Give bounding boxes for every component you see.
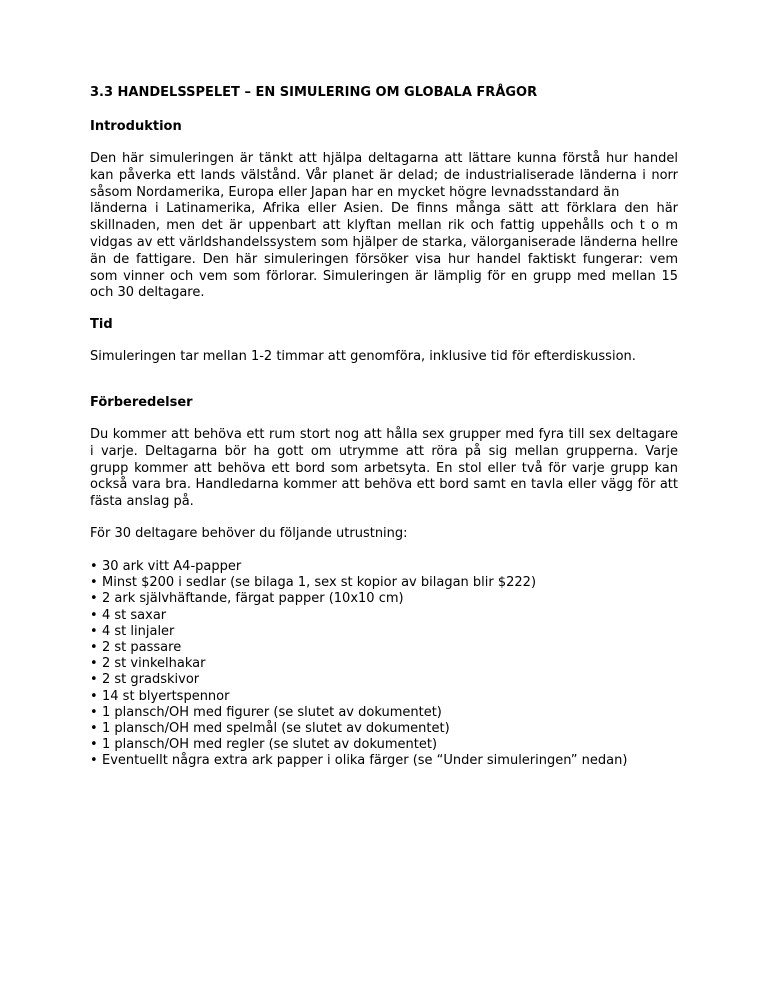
equipment-list-item bbox=[90, 575, 627, 591]
intro-line: än de fattigare. Den här simuleringen försöker visa hur handel faktiskt fungerar: vem bbox=[90, 251, 678, 267]
intro-line: länderna i Latinamerika, Afrika eller Asien. De finns många sätt att förklara den här bbox=[90, 201, 678, 217]
prep-line: fästa anslag på. bbox=[90, 494, 194, 510]
equipment-list-item bbox=[90, 624, 627, 640]
equipment-list-item bbox=[90, 608, 627, 624]
prep-line: i varje. Deltagarna bör ha gott om utrymme att röra på sig mellan grupperna. Varje bbox=[90, 443, 678, 459]
intro-line: skillnaden, men det är uppenbart att klyftan mellan rik och fattig uppehålls och t o m bbox=[90, 218, 678, 234]
bullet-icon: • bbox=[90, 721, 98, 737]
bullet-icon: • bbox=[90, 559, 98, 574]
intro-line: kan påverka ett lands välstånd. Vår planet är delad; de industrialiserade länderna i norr bbox=[90, 167, 678, 183]
equipment-item-text: 2 ark självhäftande, färgat papper (10x10 cm) bbox=[102, 591, 404, 607]
bullet-icon: • bbox=[90, 623, 98, 639]
equipment-list-item bbox=[90, 672, 627, 688]
bullet-icon: • bbox=[90, 704, 98, 720]
equipment-list-item bbox=[90, 721, 627, 737]
intro-line: såsom Nordamerika, Europa eller Japan har en mycket högre levnadsstandard än bbox=[90, 184, 620, 200]
equipment-item-text: 4 st linjaler bbox=[102, 623, 175, 639]
bullet-icon: • bbox=[90, 575, 98, 591]
equipment-item-text: 2 st gradskivor bbox=[102, 672, 200, 688]
intro-line: och 30 deltagare. bbox=[90, 285, 205, 301]
equipment-item-text: 4 st saxar bbox=[102, 607, 167, 623]
equipment-item-text: 2 st passare bbox=[102, 640, 182, 656]
equipment-list-item bbox=[90, 656, 627, 672]
intro-line: Den här simuleringen är tänkt att hjälpa deltagarna att lättare kunna förstå hur handel bbox=[90, 151, 678, 166]
equipment-list-item bbox=[90, 559, 627, 575]
equipment-list-item bbox=[90, 689, 627, 705]
prep-paragraph bbox=[90, 427, 678, 511]
bullet-icon: • bbox=[90, 737, 98, 753]
equipment-item-text: 1 plansch/OH med figurer (se slutet av dokumentet) bbox=[102, 704, 442, 720]
intro-paragraph bbox=[90, 151, 678, 302]
bullet-icon: • bbox=[90, 688, 98, 704]
section-heading-intro: Introduktion bbox=[90, 119, 182, 134]
equipment-list-item bbox=[90, 737, 627, 753]
bullet-icon: • bbox=[90, 753, 98, 769]
prep-line: Du kommer att behöva ett rum stort nog att hålla sex grupper med fyra till sex deltagare bbox=[90, 427, 678, 442]
document-title: 3.3 HANDELSSPELET – EN SIMULERING OM GLOBALA FRÅGOR bbox=[90, 85, 538, 100]
equipment-list-item bbox=[90, 591, 627, 607]
equipment-intro: För 30 deltagare behöver du följande utrustning: bbox=[90, 526, 408, 541]
equipment-list bbox=[90, 559, 627, 770]
bullet-icon: • bbox=[90, 607, 98, 623]
equipment-list-item bbox=[90, 640, 627, 656]
equipment-item-text: 1 plansch/OH med spelmål (se slutet av dokumentet) bbox=[102, 721, 450, 737]
bullet-icon: • bbox=[90, 640, 98, 656]
equipment-item-text: 2 st vinkelhakar bbox=[102, 656, 206, 672]
equipment-list-item bbox=[90, 753, 627, 769]
intro-line: vidgas av ett världshandelssystem som hjälper de starka, välorganiserade länderna hellre bbox=[90, 234, 678, 250]
equipment-item-text: 14 st blyertspennor bbox=[102, 688, 230, 704]
section-heading-tid: Tid bbox=[90, 317, 113, 332]
bullet-icon: • bbox=[90, 672, 98, 688]
bullet-icon: • bbox=[90, 591, 98, 607]
equipment-item-text: Eventuellt några extra ark papper i olika färger (se “Under simuleringen” nedan) bbox=[102, 753, 628, 769]
prep-line: grupp kommer att behöva ett bord som arbetsyta. En stol eller två för varje grupp kan bbox=[90, 460, 678, 476]
prep-line: också vara bra. Handledarna kommer att behöva ett bord samt en tavla eller vägg för att bbox=[90, 477, 678, 493]
equipment-item-text: Minst $200 i sedlar (se bilaga 1, sex st kopior av bilagan blir $222) bbox=[102, 575, 537, 591]
equipment-list-item bbox=[90, 705, 627, 721]
section-heading-prep: Förberedelser bbox=[90, 395, 193, 410]
intro-line: som vinner och vem som förlorar. Simuleringen är lämplig för en grupp med mellan 15 bbox=[90, 268, 678, 284]
tid-paragraph: Simuleringen tar mellan 1-2 timmar att genomföra, inklusive tid för efterdiskussion. bbox=[90, 349, 636, 364]
bullet-icon: • bbox=[90, 656, 98, 672]
equipment-item-text: 1 plansch/OH med regler (se slutet av dokumentet) bbox=[102, 737, 438, 753]
equipment-item-text: 30 ark vitt A4-papper bbox=[102, 559, 242, 574]
